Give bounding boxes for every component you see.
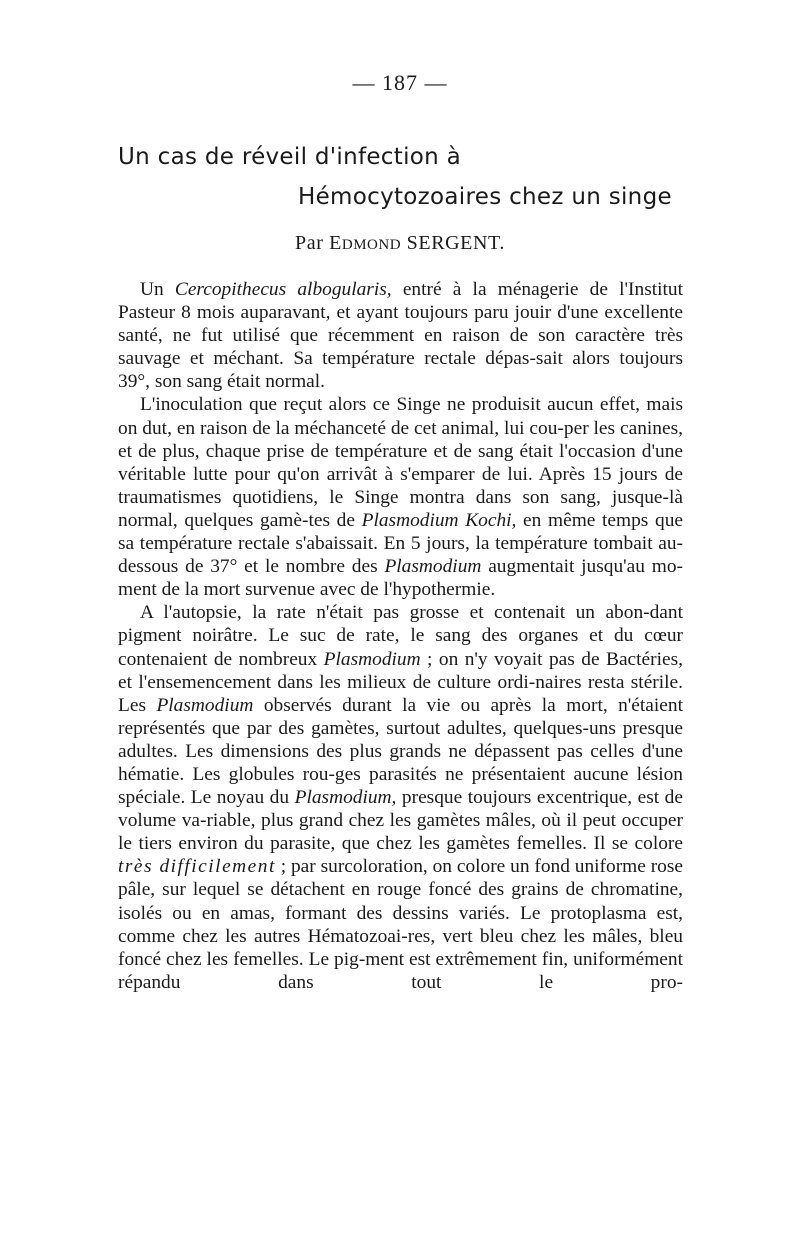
species-name: Plasmodium, — [294, 787, 397, 809]
author-byline — [0, 232, 800, 255]
article-title-line-2: Hémocytozoaires chez un singe — [298, 184, 672, 210]
species-name: Cercopithecus albogularis, — [174, 279, 392, 300]
paragraph — [118, 278, 683, 393]
species-name: Plasmodium — [156, 694, 254, 716]
text-run: A l'autopsie, la rate n'était pas grosse et contenait un abon-dant pigment noirâtre. Le suc de rate, le sang des organes et du cœur contenaient de nombreux — [118, 602, 683, 670]
text-run: en même temps que sa température rectale s'abaissait. En 5 jours, la température tombait au-dessous de 37° et le nombre des — [118, 509, 683, 578]
species-name: Plasmodium — [323, 648, 421, 670]
species-name: Plasmodium — [384, 556, 482, 578]
author-first-initial: E — [329, 232, 342, 254]
text-run: ; on n'y voyait pas de Bactéries, et l'ensemencement dans les milieux de culture ordi-naires resta stérile. Les — [118, 648, 683, 716]
text-run: augmentait jusqu'au mo-ment de la mort survenue avec de l'hypothermie. — [118, 556, 683, 601]
article-body — [118, 278, 683, 994]
species-name: Plasmodium Kochi, — [361, 509, 517, 531]
article-title-line-1: Un cas de réveil d'infection à — [118, 144, 462, 170]
paragraph — [118, 393, 683, 601]
paragraph — [118, 601, 683, 994]
emphasis-text: très difficilement — [118, 856, 276, 878]
text-run: Un — [140, 279, 175, 300]
text-run: presque toujours excentrique, est de volume va-riable, plus grand chez les gamètes mâles, où il peut occuper le tiers environ du parasite, que chez les gamètes femelles. Il se colore — [118, 787, 683, 855]
text-run: observés durant la vie ou après la mort, n'étaient représentés que par des gamètes, surtout adultes, quelques-uns presque adultes. Les dimensions des plus grands ne dépassent pas celles d'une hématie. Les globules rou-ges parasités ne présentaient aucune lésion spéciale. Le noyau du — [118, 694, 683, 809]
author-first-rest: DMOND — [341, 237, 402, 253]
text-run: L'inoculation que reçut alors ce Singe ne produisit aucun effet, mais on dut, en raison de la méchanceté de cet animal, lui cou-per les canines, et de plus, chaque prise de température et de sang était l'occasion d'une véritable lutte pour qu'on arrivât à s'emparer de lui. Après 15 jours de traumatismes quotidiens, le Singe montra dans son sang, jusque-là normal, quelques gamè-tes de — [118, 394, 683, 531]
text-run: ; par surcoloration, on colore un fond uniforme rose pâle, sur lequel se détachent en rouge foncé des grains de chromatine, isolés ou en amas, formant des dessins variés. Le protoplasma est, comme chez les autres Hématozoai-res, vert bleu chez les mâles, bleu foncé chez les femelles. Le pig-ment est extrêmement fin, uniformément répandu dans tout le pro- — [118, 856, 684, 993]
byline-prefix: Par — [295, 232, 330, 254]
page-number: — 187 — — [352, 70, 448, 95]
author-last-name: SERGENT. — [401, 232, 505, 254]
text-run: entré à la ménagerie de l'Institut Pasteur 8 mois auparavant, et ayant toujours paru jouir d'une excellente santé, ne fut utilisé que récemment en raison de son caractère très sauvage et méchant. Sa température rectale dépas-sait alors toujours 39°, son sang était normal. — [118, 279, 683, 393]
